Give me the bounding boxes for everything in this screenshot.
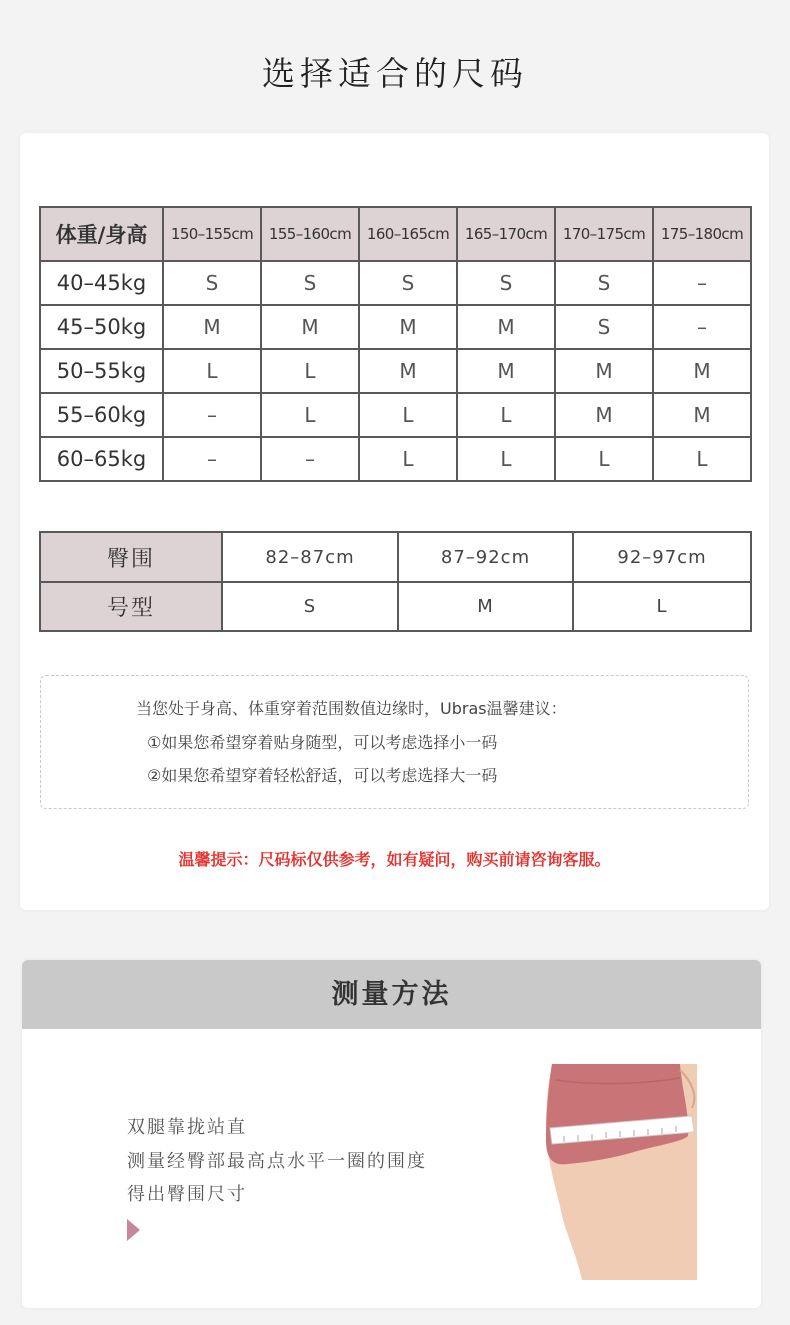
- size-cell: –: [653, 261, 751, 305]
- size-cell: L: [573, 582, 751, 631]
- size-cell: L: [653, 437, 751, 481]
- size-cell: S: [555, 261, 653, 305]
- measure-step: 测量经臀部最高点水平一圈的围度: [127, 1151, 427, 1172]
- size-cell: M: [398, 582, 573, 631]
- warning-text: 温馨提示：尺码标仅供参考，如有疑问，购买前请咨询客服。: [178, 850, 611, 869]
- hip-range-cell: 82–87cm: [222, 532, 398, 582]
- tip-intro: 当您处于身高、体重穿着范围数值边缘时，Ubras温馨建议：: [136, 699, 567, 718]
- size-cell: L: [457, 437, 555, 481]
- size-cell: L: [555, 437, 653, 481]
- hip-label: 臀围: [40, 532, 222, 582]
- triangle-arrow-icon: [127, 1219, 140, 1241]
- size-cell: M: [555, 349, 653, 393]
- height-column-header: 155–160cm: [261, 207, 359, 261]
- hip-size-table: [39, 531, 752, 632]
- page-title: 选择适合的尺码: [262, 54, 528, 93]
- weight-cell: 50–55kg: [40, 349, 163, 393]
- size-cell: L: [457, 393, 555, 437]
- table-row: [40, 349, 751, 393]
- weight-cell: 40–45kg: [40, 261, 163, 305]
- tips-box: [40, 675, 749, 809]
- hip-row: [40, 532, 751, 582]
- measure-step: 得出臀围尺寸: [127, 1184, 247, 1205]
- tip-item: ②如果您希望穿着轻松舒适，可以考虑选择大一码: [147, 766, 498, 785]
- size-type-row: [40, 582, 751, 631]
- size-chart-header-row: [40, 207, 751, 261]
- table-row: [40, 393, 751, 437]
- size-cell: L: [359, 437, 457, 481]
- size-cell: S: [555, 305, 653, 349]
- size-cell: S: [457, 261, 555, 305]
- size-cell: –: [653, 305, 751, 349]
- weight-cell: 55–60kg: [40, 393, 163, 437]
- size-cell: S: [163, 261, 261, 305]
- measure-step: 双腿靠拢站直: [127, 1117, 247, 1138]
- weight-cell: 60–65kg: [40, 437, 163, 481]
- size-cell: –: [163, 437, 261, 481]
- size-cell: S: [222, 582, 398, 631]
- measure-card: [22, 960, 761, 1308]
- size-cell: L: [163, 349, 261, 393]
- size-cell: S: [359, 261, 457, 305]
- hip-range-cell: 87–92cm: [398, 532, 573, 582]
- size-type-label: 号型: [40, 582, 222, 631]
- table-row: [40, 261, 751, 305]
- size-cell: M: [359, 349, 457, 393]
- size-cell: M: [163, 305, 261, 349]
- height-column-header: 150–155cm: [163, 207, 261, 261]
- height-column-header: 165–170cm: [457, 207, 555, 261]
- height-column-header: 160–165cm: [359, 207, 457, 261]
- size-cell: M: [653, 393, 751, 437]
- height-column-header: 175–180cm: [653, 207, 751, 261]
- hip-range-cell: 92–97cm: [573, 532, 751, 582]
- size-cell: S: [261, 261, 359, 305]
- weight-cell: 45–50kg: [40, 305, 163, 349]
- tip-item: ①如果您希望穿着贴身随型，可以考虑选择小一码: [147, 733, 498, 752]
- size-cell: M: [457, 349, 555, 393]
- size-cell: M: [653, 349, 751, 393]
- size-cell: L: [261, 393, 359, 437]
- table-row: [40, 437, 751, 481]
- size-cell: L: [261, 349, 359, 393]
- size-cell: –: [163, 393, 261, 437]
- table-row: [40, 305, 751, 349]
- height-column-header: 170–175cm: [555, 207, 653, 261]
- weight-height-header: 体重/身高: [40, 207, 163, 261]
- size-cell: M: [359, 305, 457, 349]
- size-cell: L: [359, 393, 457, 437]
- size-cell: M: [457, 305, 555, 349]
- hip-measurement-illustration: [542, 1056, 702, 1280]
- size-cell: –: [261, 437, 359, 481]
- size-cell: M: [555, 393, 653, 437]
- size-chart-table: [39, 206, 752, 482]
- size-guide-card: [20, 133, 769, 910]
- size-cell: M: [261, 305, 359, 349]
- measure-title: 测量方法: [22, 960, 761, 1029]
